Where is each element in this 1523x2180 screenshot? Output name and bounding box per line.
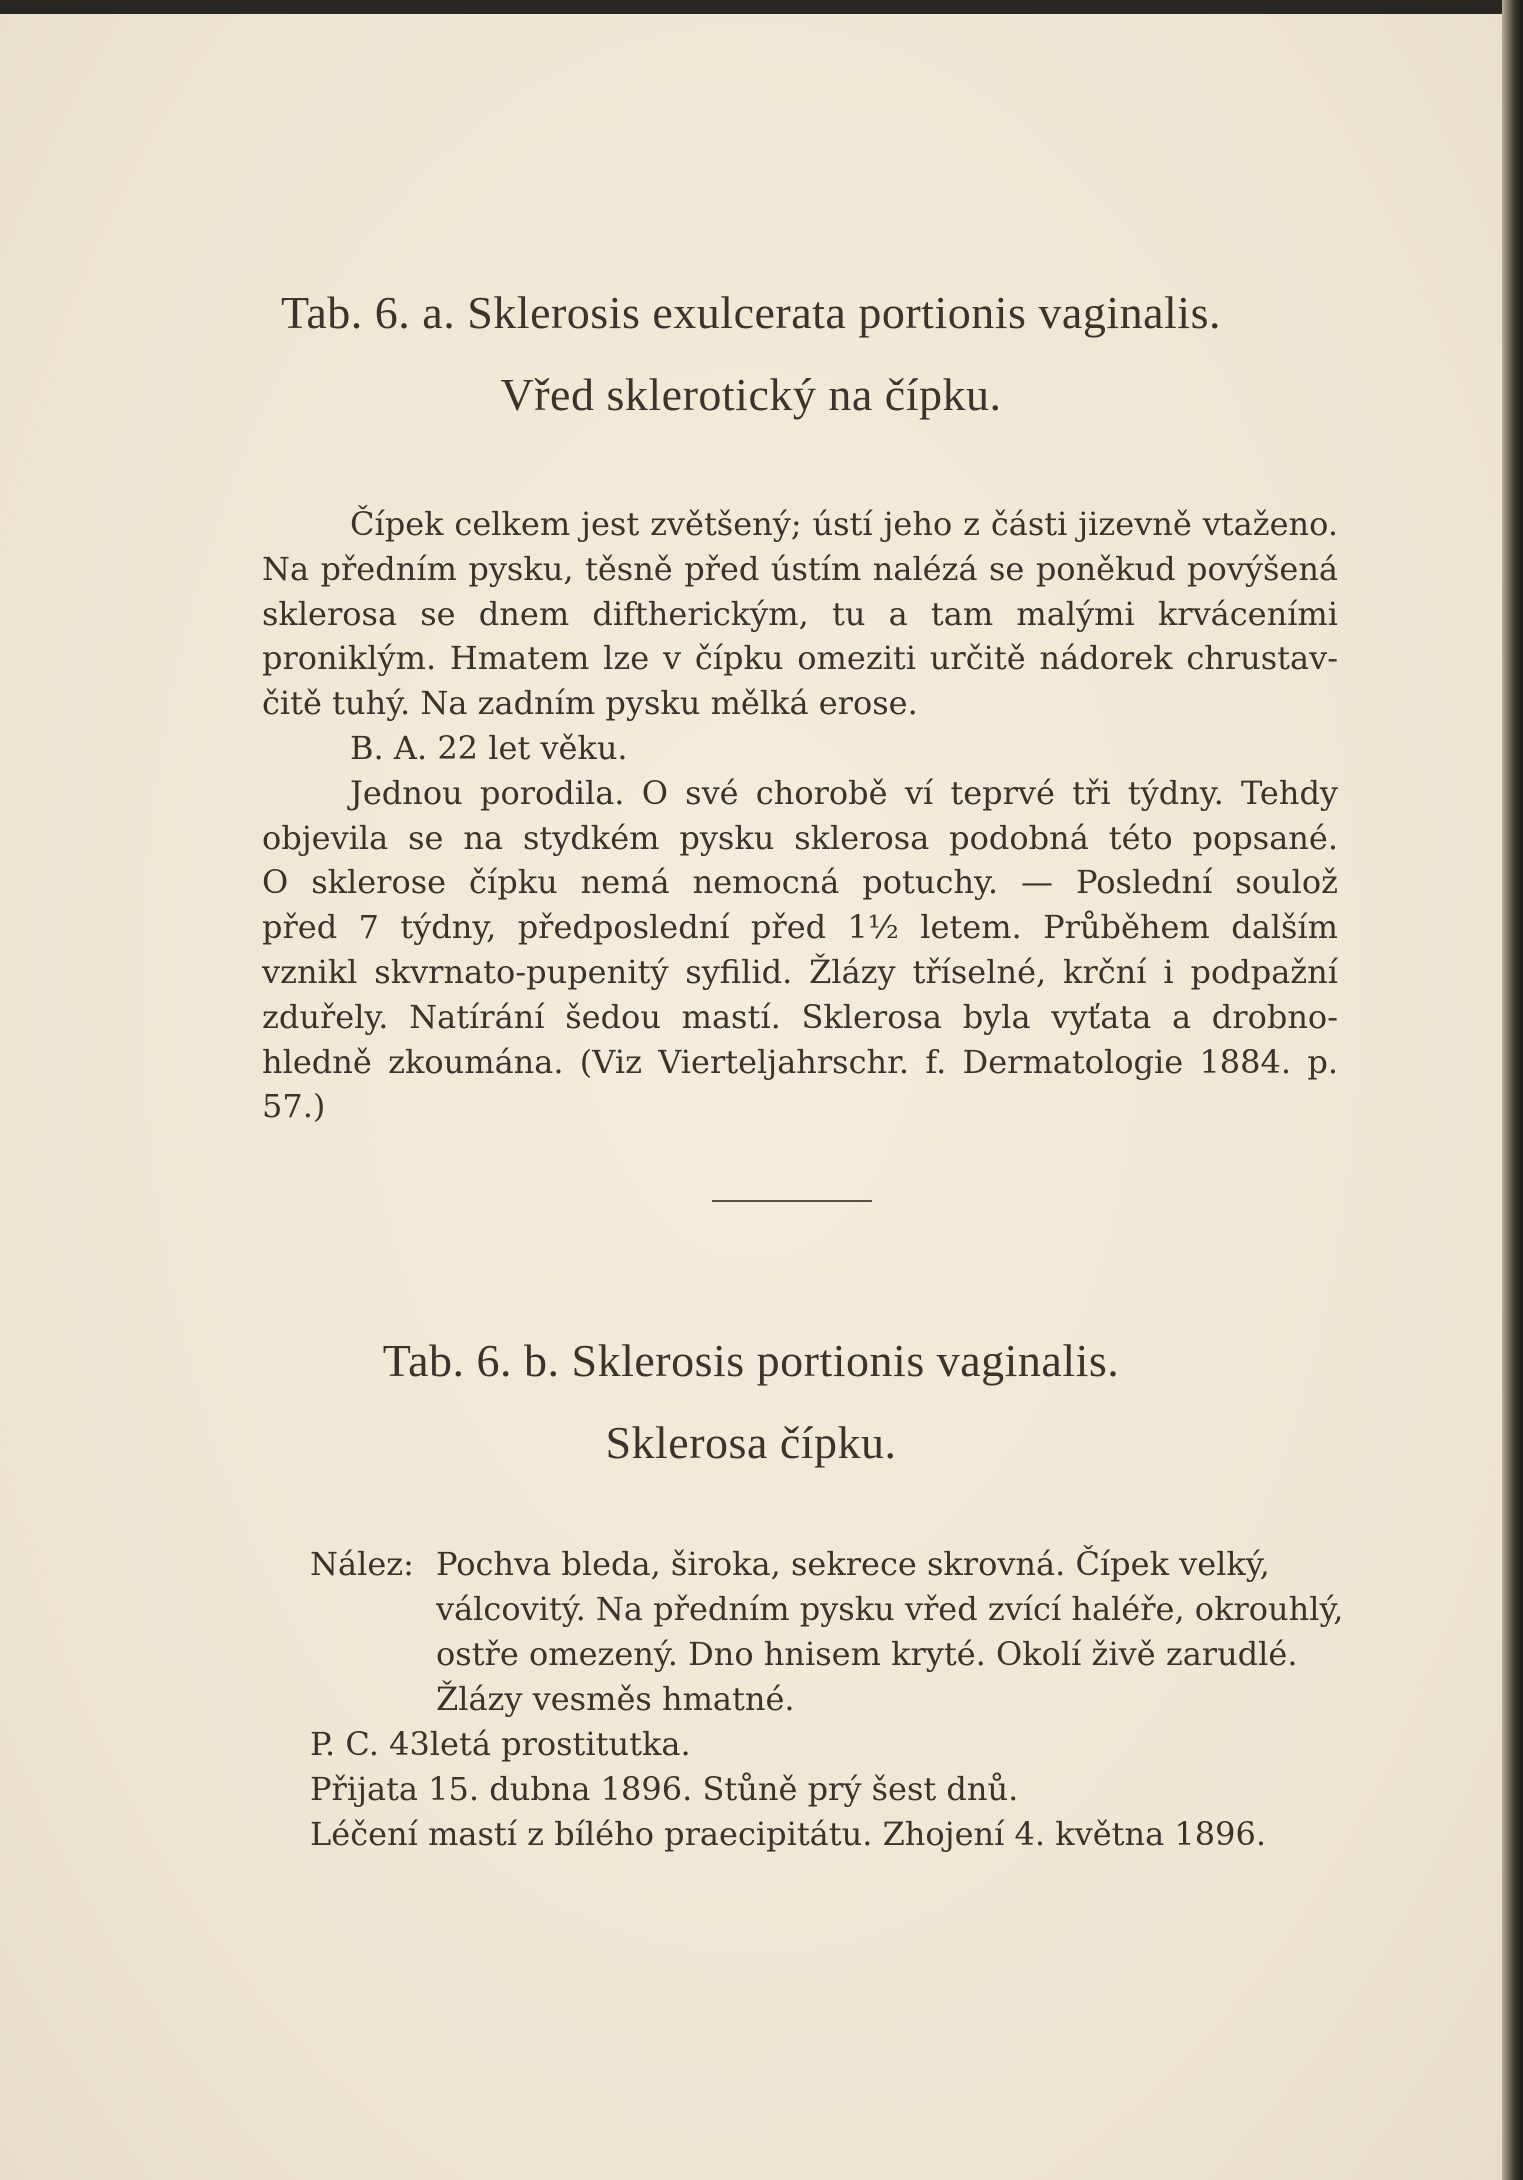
- section-b-body: [310, 1542, 1344, 1857]
- section-a-subtitle: Vřed sklerotický na čípku.: [500, 369, 1002, 420]
- section-b-title: Tab. 6. b. Sklerosis portionis vaginalis.: [382, 1335, 1120, 1386]
- text-line: zduřely. Natírání šedou mastí. Sklerosa byla vyťata a drobno-: [262, 997, 1338, 1036]
- text-line: hledně zkoumána. (Viz Vierteljahrschr. f. Dermatologie 1884. p. 57.): [262, 1042, 1338, 1126]
- text-line: Přijata 15. dubna 1896. Stůně prý šest dnů.: [310, 1770, 1019, 1808]
- text-line: Pochva bleda, široka, sekrece skrovná. Čípek velký,: [436, 1545, 1270, 1583]
- text-line: ostře omezený. Dno hnisem kryté. Okolí živě zarudlé.: [436, 1635, 1298, 1673]
- text-line: Čípek celkem jest zvětšený; ústí jeho z části jizevně vtaženo.: [350, 505, 1338, 543]
- text-line: O sklerose čípku nemá nemocná potuchy. — Poslední soulož: [262, 863, 1338, 902]
- text-line: Na předním pysku, těsně před ústím nalézá se poněkud povýšená: [262, 549, 1338, 588]
- text-line: Žlázy vesměs hmatné.: [436, 1680, 795, 1718]
- book-page: [0, 14, 1502, 2180]
- text-line: sklerosa se dnem diftherickým, tu a tam malými krváceními: [262, 594, 1338, 633]
- text-line: proniklým. Hmatem lze v čípku omeziti určitě nádorek chrustav-: [262, 639, 1338, 678]
- section-a-body: [262, 502, 1338, 1129]
- text-line: Léčení mastí z bílého praecipitátu. Zhojení 4. května 1896.: [310, 1815, 1266, 1853]
- finding-label: Nález:: [310, 1545, 414, 1583]
- text-line: Jednou porodila. O své chorobě ví teprvé tři týdny. Tehdy: [350, 773, 1338, 812]
- text-line: vznikl skvrnato-pupenitý syfilid. Žlázy tříselné, krční i podpažní: [262, 952, 1338, 991]
- text-line: čitě tuhý. Na zadním pysku mělká erose.: [262, 684, 918, 723]
- book-spine-edge: [1502, 0, 1523, 2180]
- section-b-subtitle: Sklerosa čípku.: [605, 1417, 897, 1468]
- text-line: B. A. 22 let věku.: [350, 728, 628, 767]
- text-line: P. C. 43letá prostitutka.: [310, 1725, 691, 1763]
- section-a-title: Tab. 6. a. Sklerosis exulcerata portionis vaginalis.: [280, 287, 1221, 338]
- text-line: před 7 týdny, předposlední před 1½ letem. Průběhem dalším: [262, 908, 1338, 947]
- text-line: objevila se na stydkém pysku sklerosa podobná této popsané.: [262, 818, 1338, 857]
- text-line: válcovitý. Na předním pysku vřed zvící haléře, okrouhlý,: [436, 1590, 1344, 1628]
- section-divider: [712, 1200, 872, 1202]
- finding-first-line: [310, 1542, 1340, 1587]
